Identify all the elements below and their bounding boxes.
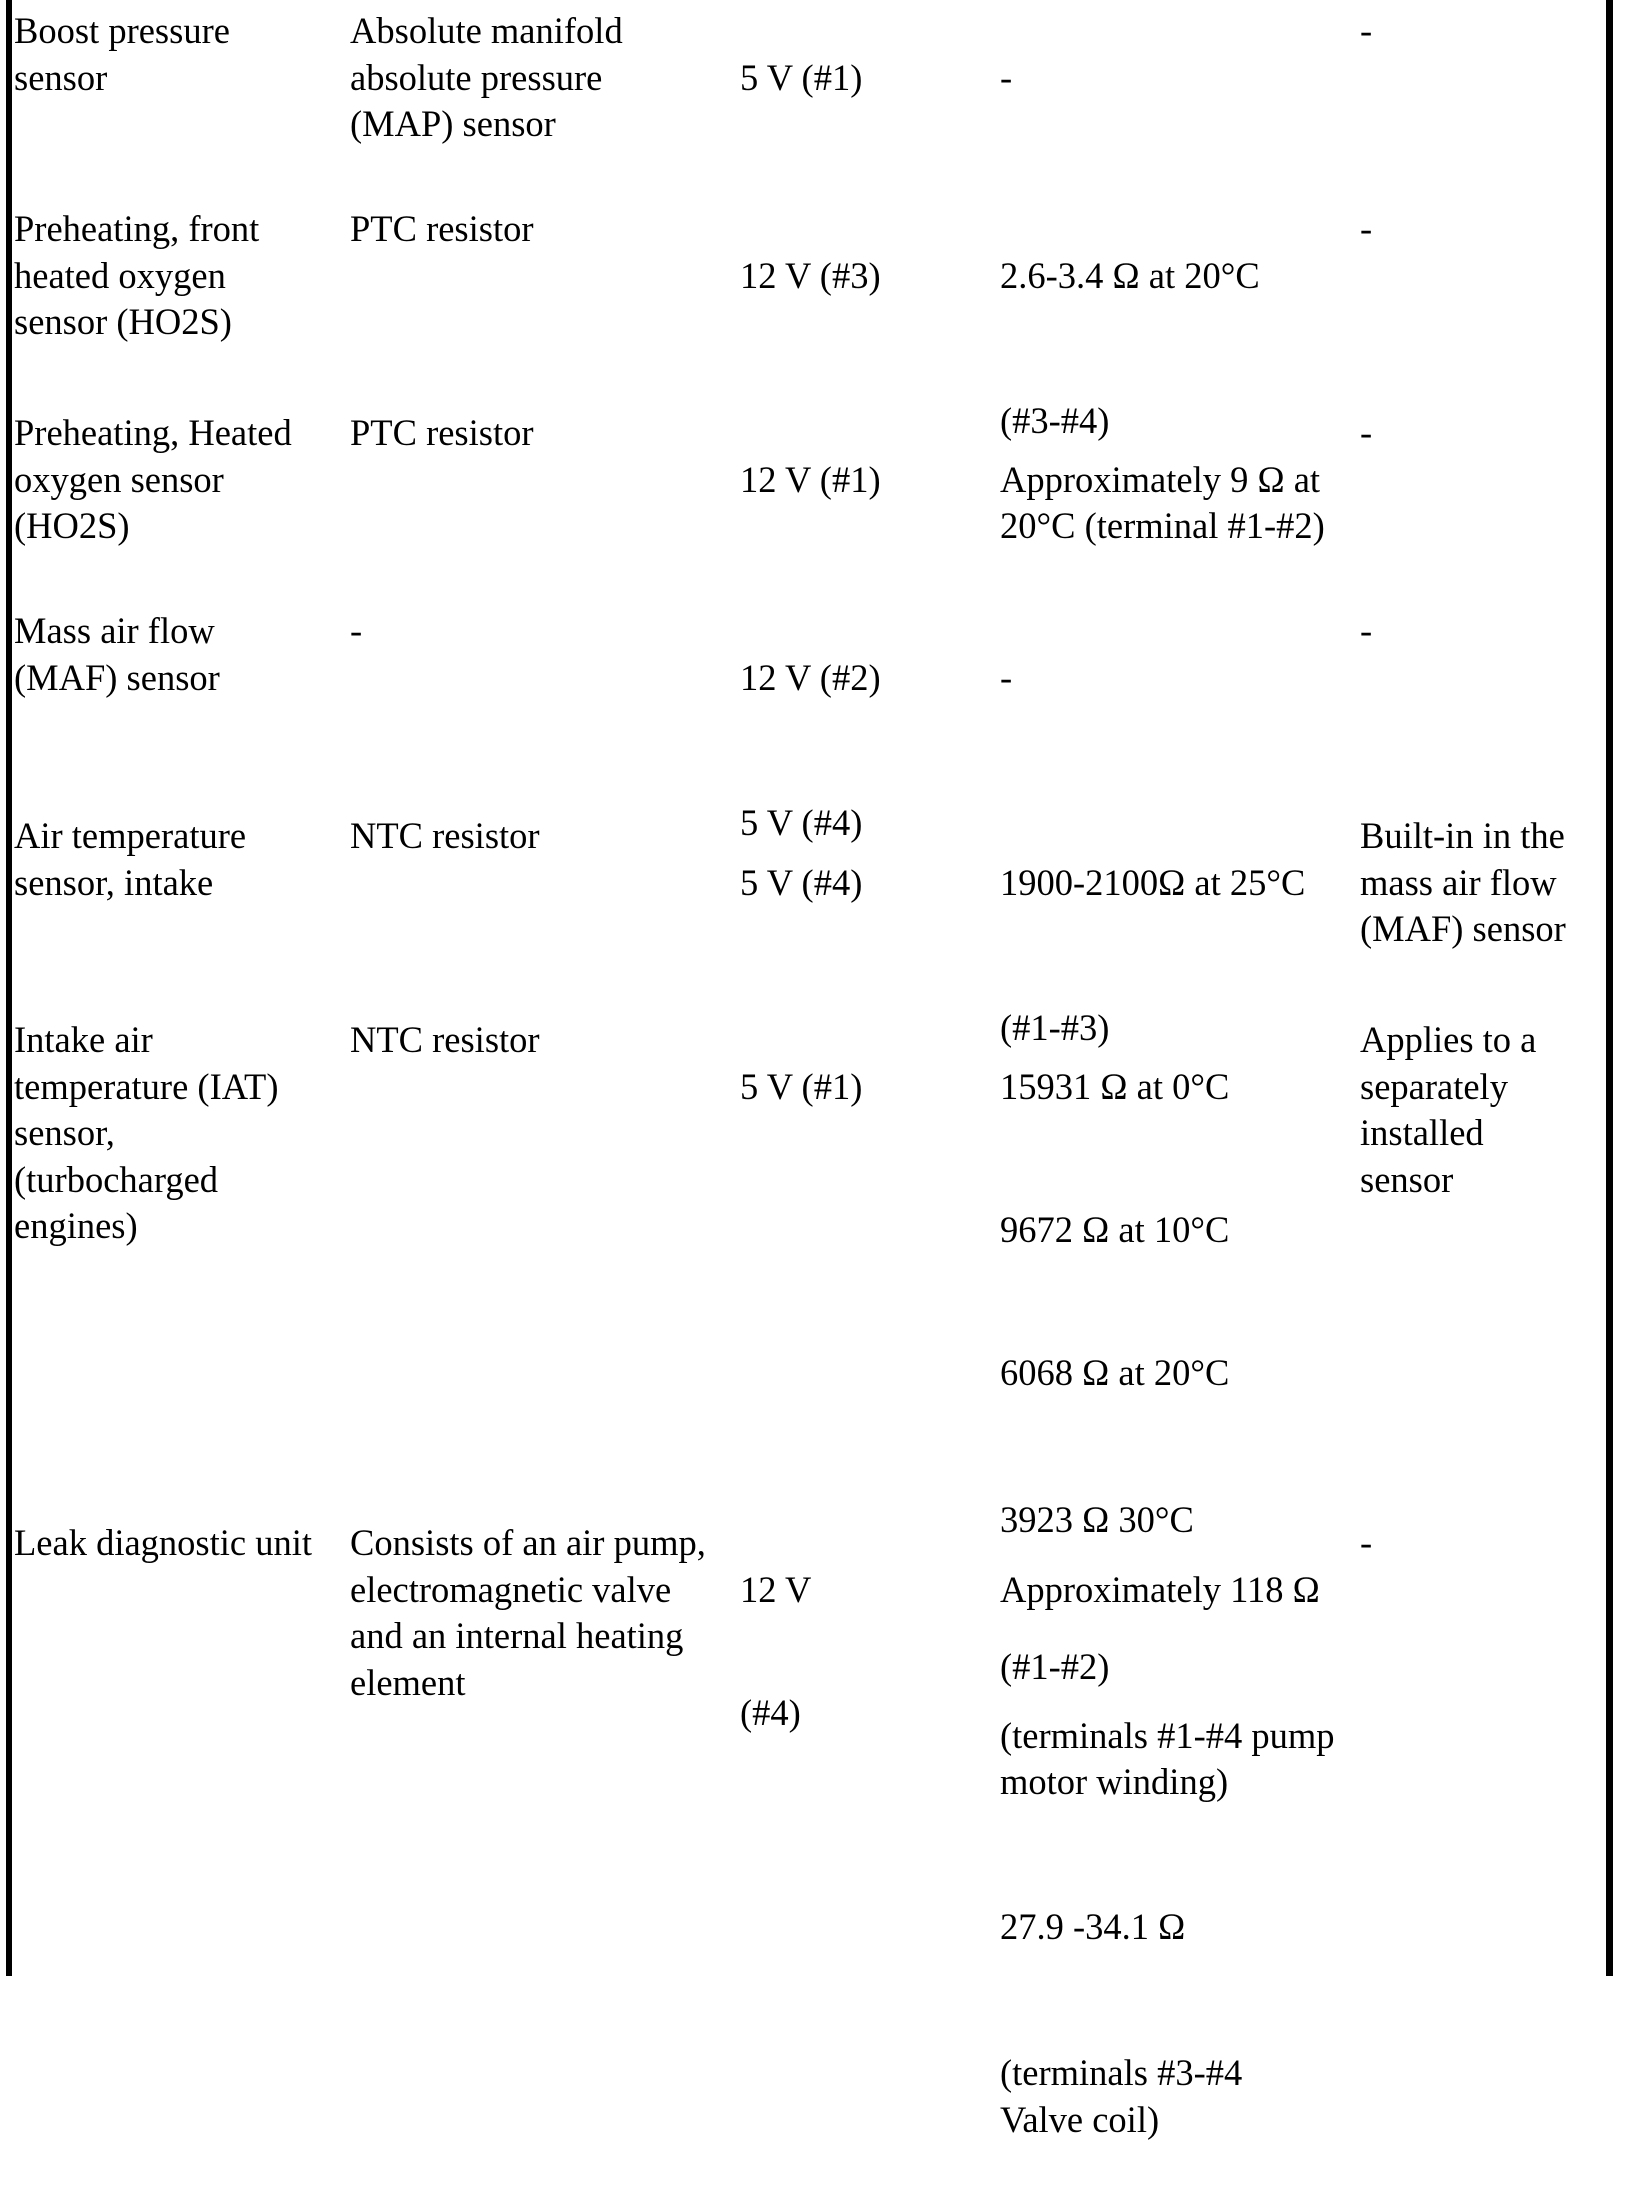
row-5-resistance-line: (#1-#3) — [1000, 1006, 1110, 1048]
row-1-type: Absolute manifold absolute pressure (MAP) sensor — [350, 10, 623, 144]
row-5-supply-line: 5 V (#4) — [740, 861, 863, 903]
row-4-supply-line: 5 V (#4) — [740, 801, 863, 843]
row-1-supply — [740, 8, 990, 148]
row-6-supply — [740, 1017, 990, 1157]
row-3-supply — [740, 410, 990, 550]
row-2-component: Preheating, front heated oxygen sensor (HO2S) — [14, 208, 260, 342]
row-7-resistance-line: 27.9 -34.1 Ω — [1000, 1906, 1186, 1947]
row-7-resistance-line: (terminals #1-#4 pump motor winding) — [1000, 1714, 1335, 1802]
row-7-component: Leak diagnostic unit — [14, 1522, 313, 1563]
row-7-resistance-line: (terminals #3-#4 Valve coil) — [1000, 2052, 1243, 2140]
row-3-resistance — [1000, 410, 1372, 596]
row-7-type: Consists of an air pump, electromagnetic valve and an internal heating element — [350, 1522, 706, 1703]
row-7-supply — [740, 1520, 990, 1783]
row-1-supply-line: 5 V (#1) — [740, 56, 863, 98]
row-7-supply-line: 12 V — [740, 1568, 812, 1610]
row-4-supply-line: 12 V (#2) — [740, 656, 881, 698]
row-6-notes: Applies to a separately installed sensor — [1360, 1019, 1537, 1200]
row-3-component: Preheating, Heated oxygen sensor (HO2S) — [14, 412, 292, 546]
table-left-border — [6, 0, 12, 1976]
row-4-notes: - — [1360, 610, 1373, 651]
row-6-resistance-line: 3923 Ω 30°C — [1000, 1498, 1194, 1540]
row-5-notes: Built-in in the mass air flow (MAF) sensor — [1360, 815, 1566, 949]
row-7-resistance — [1000, 1520, 1360, 2190]
row-4-component: Mass air flow (MAF) sensor — [14, 610, 220, 698]
row-2-resistance-line: 2.6-3.4 Ω at 20°C — [1000, 254, 1260, 296]
row-3-supply-line: 12 V (#1) — [740, 458, 881, 500]
row-2-resistance-line: (#3-#4) — [1000, 399, 1110, 441]
row-2-supply — [740, 206, 990, 346]
row-1-component: Boost pressure sensor — [14, 10, 230, 98]
row-6-resistance-line: 15931 Ω at 0°C — [1000, 1065, 1230, 1107]
row-3-resistance-line: Approximately 9 Ω at 20°C (terminal #1-#2) — [1000, 458, 1325, 546]
row-2-supply-line: 12 V (#3) — [740, 254, 881, 296]
table-right-border — [1606, 0, 1613, 1976]
row-7-supply-line: (#4) — [740, 1691, 801, 1733]
row-6-supply-line: 5 V (#1) — [740, 1065, 863, 1107]
row-2-notes: - — [1360, 208, 1373, 249]
row-1-resistance — [1000, 8, 1360, 148]
row-6-resistance-line: 6068 Ω at 20°C — [1000, 1351, 1230, 1393]
row-5-resistance-line: 1900-2100Ω at 25°C — [1000, 861, 1306, 903]
row-7-resistance-line: Approximately 118 Ω — [1000, 1568, 1320, 1610]
row-6-resistance-line: 9672 Ω at 10°C — [1000, 1208, 1230, 1250]
row-1-resistance-line: - — [1000, 56, 1013, 98]
row-4-type: - — [350, 610, 363, 651]
row-7-notes: - — [1360, 1522, 1373, 1563]
row-4-resistance-line: - — [1000, 656, 1013, 698]
row-6-resistance-line: (#1-#2) — [1000, 1645, 1110, 1687]
row-4-resistance — [1000, 608, 1360, 748]
row-3-notes: - — [1360, 412, 1373, 453]
row-1-notes: - — [1360, 10, 1373, 51]
row-5-component: Air temperature sensor, intake — [14, 815, 247, 903]
row-2-type: PTC resistor — [350, 208, 534, 249]
row-3-type: PTC resistor — [350, 412, 534, 453]
row-6-component: Intake air temperature (IAT) sensor, (turbocharged engines) — [14, 1019, 279, 1246]
row-5-supply — [740, 813, 990, 953]
row-6-type: NTC resistor — [350, 1019, 540, 1060]
row-5-type: NTC resistor — [350, 815, 540, 856]
